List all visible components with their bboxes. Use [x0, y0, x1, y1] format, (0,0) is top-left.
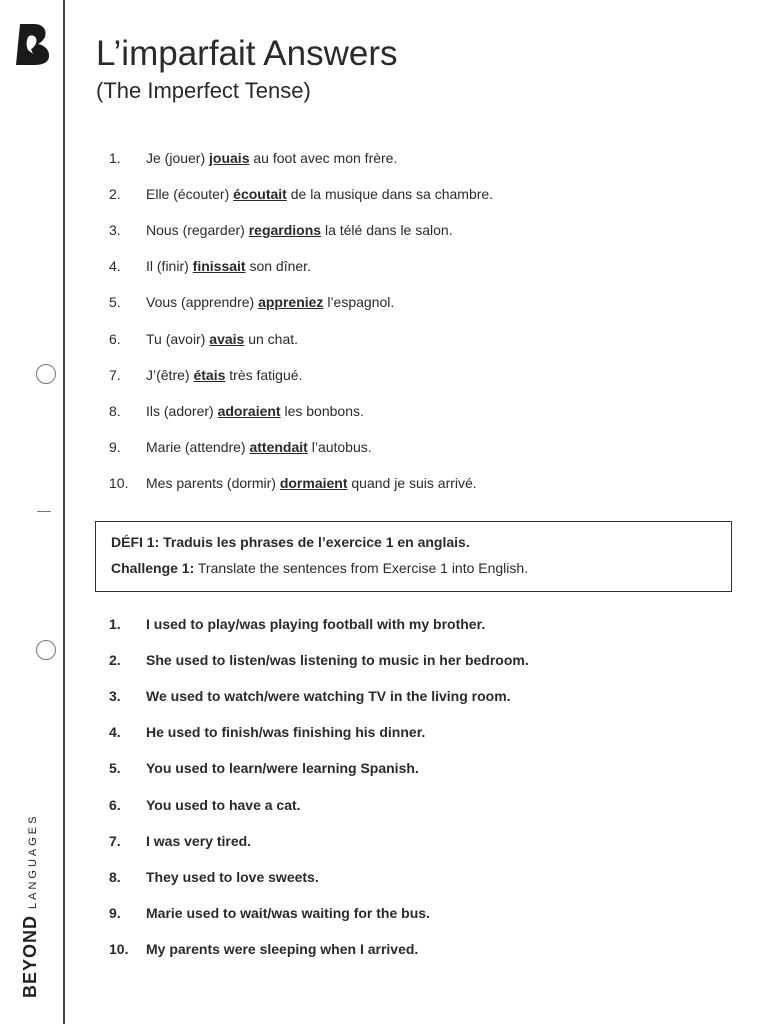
sentence-prompt: Mes parents (dormir) [146, 474, 280, 491]
item-number: 6. [109, 330, 121, 347]
sentence-prompt: Nous (regarder) [146, 222, 249, 239]
sentence-prompt: Il (finir) [146, 258, 193, 275]
translation-text: My parents were sleeping when I arrived. [146, 940, 419, 957]
item-sentence [146, 292, 394, 312]
translation-text: You used to learn/were learning Spanish. [146, 760, 419, 777]
item-number: 1. [109, 616, 121, 632]
item-number: 3. [109, 222, 121, 239]
verb-answer: adoraient [217, 402, 281, 419]
sentence-rest: l’espagnol. [323, 294, 395, 311]
challenge-label: Challenge 1: [111, 560, 195, 576]
translation-text: She used to listen/was listening to music in her bedroom. [146, 652, 529, 669]
verb-answer: attendait [249, 438, 308, 455]
item-number: 5. [109, 294, 121, 311]
item-number: 9. [109, 904, 121, 921]
item-sentence [146, 329, 298, 349]
sentence-rest: de la musique dans sa chambre. [286, 186, 494, 203]
verb-answer: finissait [192, 258, 246, 275]
challenge-box [95, 521, 732, 592]
challenge-text: Translate the sentences from Exercise 1 into English. [194, 560, 529, 576]
item-number: 5. [109, 760, 121, 777]
sentence-rest: l’autobus. [307, 438, 372, 455]
brand-main: BEYOND [20, 914, 40, 998]
item-number: 4. [109, 724, 121, 741]
item-number: 8. [109, 868, 121, 885]
verb-answer: appreniez [258, 294, 324, 311]
translation-text: I used to play/was playing football with my brother. [146, 616, 486, 632]
sentence-rest: très fatigué. [225, 366, 303, 383]
fold-mark [37, 511, 51, 512]
punch-hole [36, 640, 56, 660]
item-number: 10. [109, 474, 129, 491]
item-sentence [146, 148, 397, 168]
item-sentence [146, 365, 302, 385]
item-sentence [146, 220, 453, 240]
translation-text: They used to love sweets. [146, 868, 319, 885]
sentence-prompt: Ils (adorer) [146, 402, 218, 419]
verb-answer: étais [193, 366, 226, 383]
sentence-prompt: Je (jouer) [146, 150, 210, 166]
translation-text: I was very tired. [146, 832, 252, 849]
sentence-rest: au foot avec mon frère. [249, 150, 398, 166]
item-number: 7. [109, 366, 121, 383]
beyond-b-logo-icon [14, 22, 52, 66]
sentence-rest: quand je suis arrivé. [347, 474, 477, 491]
verb-answer: dormaient [279, 474, 348, 491]
item-number: 10. [109, 940, 129, 957]
verb-answer: jouais [209, 150, 250, 166]
item-sentence [146, 401, 364, 421]
item-number: 6. [109, 796, 121, 813]
item-sentence [146, 437, 372, 457]
verb-answer: regardions [248, 222, 322, 239]
translation-text: We used to watch/were watching TV in the living room. [146, 688, 511, 705]
item-sentence [146, 184, 493, 204]
verb-answer: écoutait [233, 186, 287, 203]
sentence-rest: un chat. [244, 330, 299, 347]
sentence-rest: la télé dans le salon. [321, 222, 453, 239]
item-number: 7. [109, 832, 121, 849]
translation-text: You used to have a cat. [146, 796, 301, 813]
item-number: 2. [109, 652, 121, 669]
challenge-french: DÉFI 1: Traduis les phrases de l’exercice 1 en anglais. [111, 534, 470, 550]
challenge-english [111, 560, 528, 576]
brand-sub: LANGUAGES [27, 813, 39, 909]
item-number: 1. [109, 150, 121, 166]
item-number: 8. [109, 402, 121, 419]
sentence-prompt: Vous (apprendre) [146, 294, 259, 311]
page-subtitle: (The Imperfect Tense) [96, 78, 311, 103]
sentence-prompt: Marie (attendre) [146, 438, 250, 455]
item-sentence [146, 256, 311, 276]
item-number: 3. [109, 688, 121, 705]
sentence-prompt: Tu (avoir) [146, 330, 210, 347]
translation-text: Marie used to wait/was waiting for the bus. [146, 904, 430, 921]
item-sentence [146, 473, 477, 493]
sentence-prompt: J’(être) [146, 366, 194, 383]
brand-wordmark [20, 814, 41, 998]
sidebar-divider [63, 0, 65, 1024]
page-title: L’imparfait Answers [96, 34, 398, 73]
item-number: 2. [109, 186, 121, 203]
item-number: 9. [109, 438, 121, 455]
item-number: 4. [109, 258, 121, 275]
sentence-rest: son dîner. [245, 258, 311, 275]
sentence-rest: les bonbons. [280, 402, 364, 419]
sentence-prompt: Elle (écouter) [146, 186, 234, 203]
verb-answer: avais [209, 330, 245, 347]
punch-hole [36, 364, 56, 384]
translation-text: He used to finish/was finishing his dinner. [146, 724, 426, 741]
